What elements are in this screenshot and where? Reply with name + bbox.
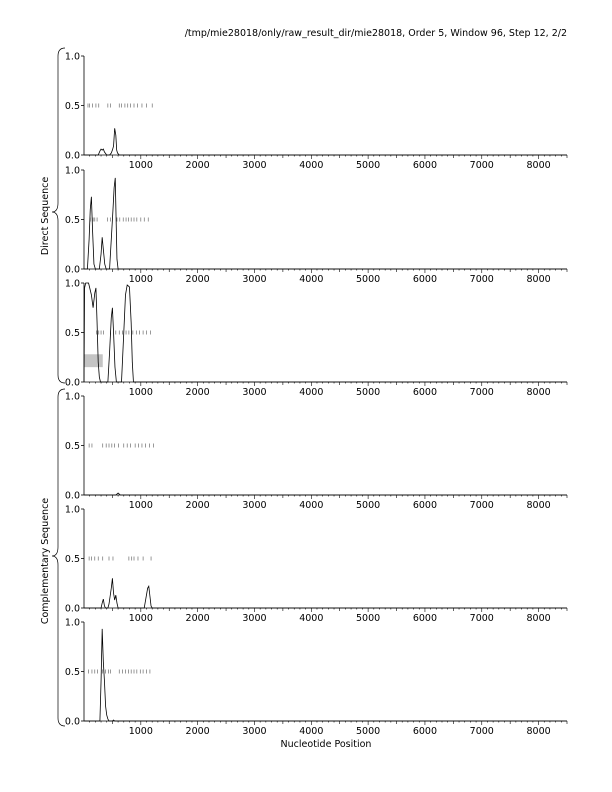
x-tick-label: 1000	[128, 500, 153, 511]
y-tick-label: 0.5	[64, 667, 80, 678]
series-line	[84, 128, 567, 155]
x-tick-label: 7000	[469, 387, 494, 398]
figure-title: /tmp/mie28018/only/raw_result_dir/mie28018, Order 5, Window 96, Step 12, 2/2	[184, 28, 567, 39]
x-tick-label: 6000	[412, 160, 438, 171]
x-tick-label: 2000	[185, 726, 210, 737]
x-tick-label: 7000	[469, 500, 494, 511]
panel-4	[65, 392, 567, 512]
y-tick-label: 1.0	[64, 391, 80, 403]
series-line	[84, 493, 567, 495]
x-tick-label: 7000	[469, 160, 494, 171]
x-tick-label: 7000	[469, 613, 494, 624]
x-tick-label: 7000	[469, 274, 494, 285]
series-line	[84, 283, 567, 382]
y-tick-label: 1.0	[64, 617, 80, 629]
direct-group-label: Direct Sequence	[40, 176, 51, 256]
x-tick-label: 2000	[185, 500, 210, 511]
x-tick-label: 4000	[299, 613, 324, 624]
x-tick-label: 8000	[526, 726, 551, 737]
x-tick-label: 5000	[356, 387, 381, 398]
complementary-group-label: Complementary Sequence	[40, 497, 51, 625]
x-tick-label: 5000	[356, 500, 381, 511]
y-tick-label: 0.5	[64, 215, 80, 226]
x-tick-label: 4000	[299, 500, 324, 511]
x-tick-label: 2000	[185, 274, 210, 285]
panel-6	[65, 618, 567, 738]
y-tick-label: 1.0	[64, 504, 80, 516]
x-tick-label: 3000	[242, 726, 267, 737]
x-tick-label: 8000	[526, 500, 551, 511]
panel-5	[65, 505, 567, 625]
y-tick-label: 1.0	[64, 51, 80, 63]
x-tick-label: 4000	[299, 726, 324, 737]
x-tick-label: 6000	[412, 274, 438, 285]
plot-panels	[65, 52, 567, 738]
x-tick-label: 2000	[185, 387, 210, 398]
y-tick-label: 0.5	[64, 328, 80, 339]
x-tick-label: 8000	[526, 160, 551, 171]
x-tick-label: 2000	[185, 613, 210, 624]
y-tick-label: 0.5	[64, 101, 80, 112]
x-axis-label: Nucleotide Position	[280, 739, 372, 750]
y-tick-label: 0.0	[64, 264, 80, 276]
x-tick-label: 6000	[412, 613, 438, 624]
x-tick-label: 3000	[242, 613, 267, 624]
x-tick-label: 4000	[299, 160, 324, 171]
complementary-group-brace	[52, 389, 65, 726]
x-tick-label: 8000	[526, 613, 551, 624]
panel-1	[65, 52, 567, 172]
y-tick-label: 0.0	[64, 377, 80, 389]
x-tick-label: 7000	[469, 726, 494, 737]
x-tick-label: 8000	[526, 274, 551, 285]
x-tick-label: 1000	[128, 387, 153, 398]
highlight-region	[84, 354, 103, 367]
y-tick-label: 0.0	[64, 150, 80, 162]
x-tick-label: 3000	[242, 160, 267, 171]
direct-group-brace	[52, 48, 65, 383]
x-tick-label: 5000	[356, 613, 381, 624]
x-tick-label: 5000	[356, 726, 381, 737]
x-tick-label: 6000	[412, 500, 438, 511]
x-tick-label: 3000	[242, 500, 267, 511]
x-tick-label: 8000	[526, 387, 551, 398]
y-tick-label: 0.5	[64, 441, 80, 452]
x-tick-label: 5000	[356, 160, 381, 171]
x-tick-label: 1000	[128, 726, 153, 737]
panel-2	[65, 166, 567, 286]
series-line	[84, 178, 567, 269]
x-tick-label: 6000	[412, 387, 438, 398]
y-tick-label: 0.0	[64, 490, 80, 502]
x-tick-label: 1000	[128, 274, 153, 285]
x-tick-label: 4000	[299, 387, 324, 398]
y-tick-label: 0.0	[64, 716, 80, 728]
x-tick-label: 3000	[242, 274, 267, 285]
series-line	[84, 629, 567, 721]
y-tick-label: 0.0	[64, 603, 80, 615]
panel-3	[65, 279, 567, 399]
x-tick-label: 3000	[242, 387, 267, 398]
x-tick-label: 2000	[185, 160, 210, 171]
x-tick-label: 1000	[128, 160, 153, 171]
x-tick-label: 4000	[299, 274, 324, 285]
x-tick-label: 6000	[412, 726, 438, 737]
x-tick-label: 1000	[128, 613, 153, 624]
y-tick-label: 1.0	[64, 165, 80, 177]
y-tick-label: 0.5	[64, 554, 80, 565]
x-tick-label: 5000	[356, 274, 381, 285]
series-line	[84, 578, 567, 608]
y-tick-label: 1.0	[64, 278, 80, 290]
